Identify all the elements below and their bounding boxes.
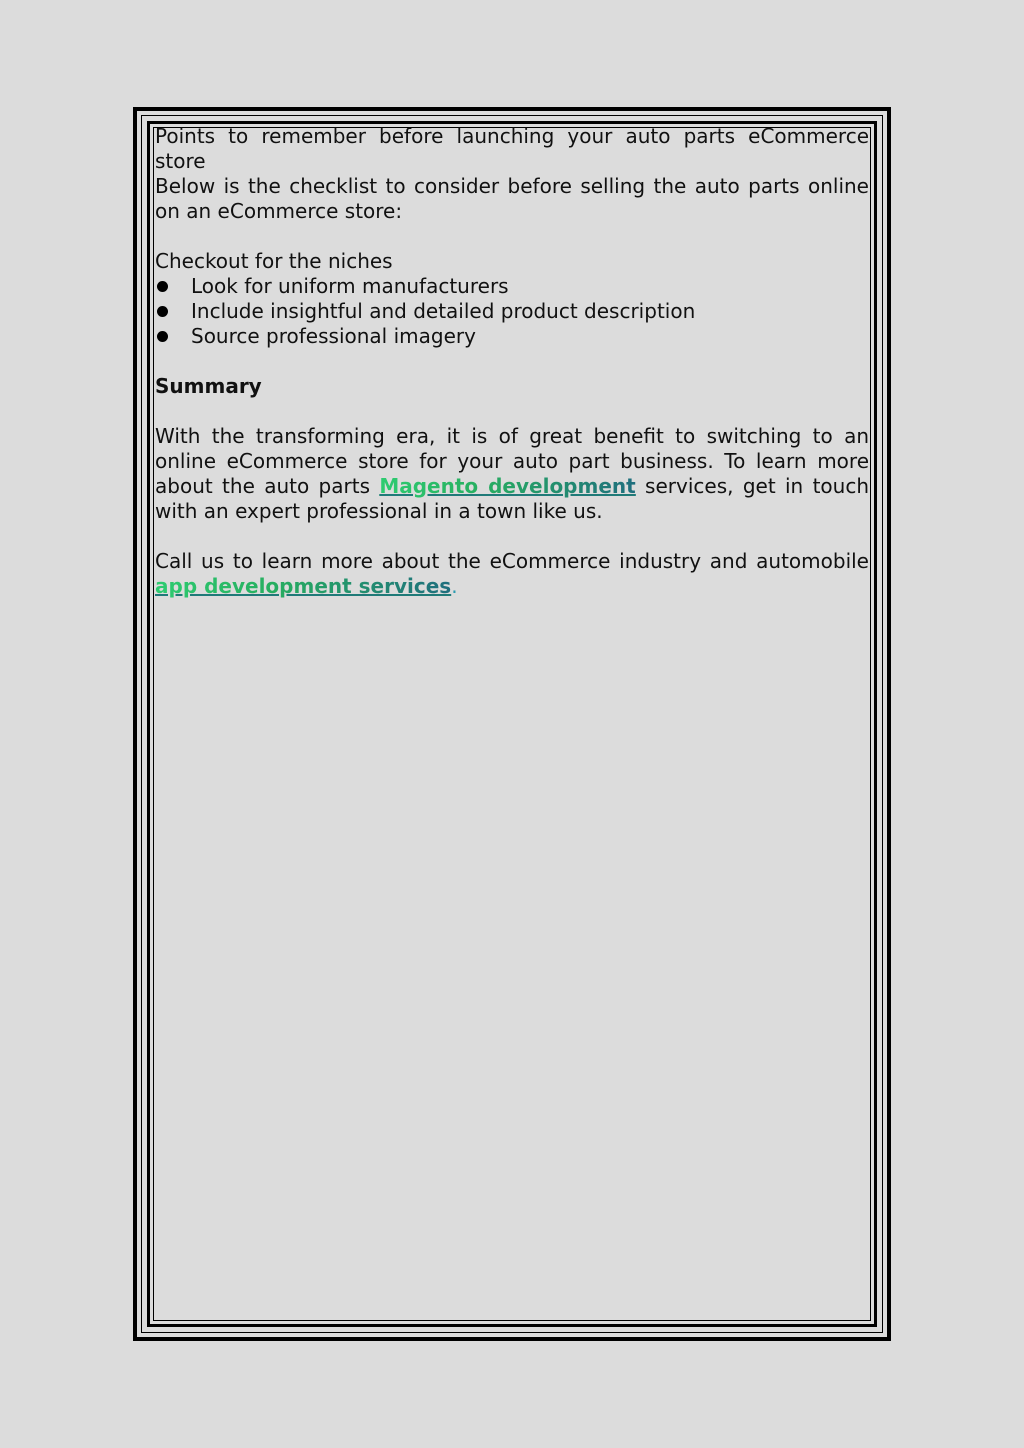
bullet-icon [157, 306, 168, 317]
app-development-services-link[interactable]: app development services [155, 574, 452, 598]
list-item: Look for uniform manufacturers [155, 274, 869, 299]
document-body [155, 124, 869, 599]
magento-development-link[interactable]: Magento development [379, 474, 636, 498]
list-item: Source professional imagery [155, 324, 869, 349]
summary-heading: Summary [155, 374, 262, 398]
bullet-icon [157, 281, 168, 292]
intro-title: Points to remember before launching your auto parts eCommerce store [155, 124, 869, 173]
call-to-action-paragraph: Call us to learn more about the eCommerce industry and automobile app development services. [155, 549, 869, 598]
checklist [155, 274, 869, 349]
bullet-icon [157, 331, 168, 342]
summary-paragraph: With the transforming era, it is of great benefit to switching to an online eCommerce store for your auto part business. To learn more about the auto parts Magento development services, get in touch with an expert professional in a town like us. [155, 424, 869, 523]
checklist-heading: Checkout for the niches [155, 249, 393, 273]
list-item: Include insightful and detailed product description [155, 299, 869, 324]
intro-subtitle: Below is the checklist to consider before selling the auto parts online on an eCommerce store: [155, 174, 869, 223]
